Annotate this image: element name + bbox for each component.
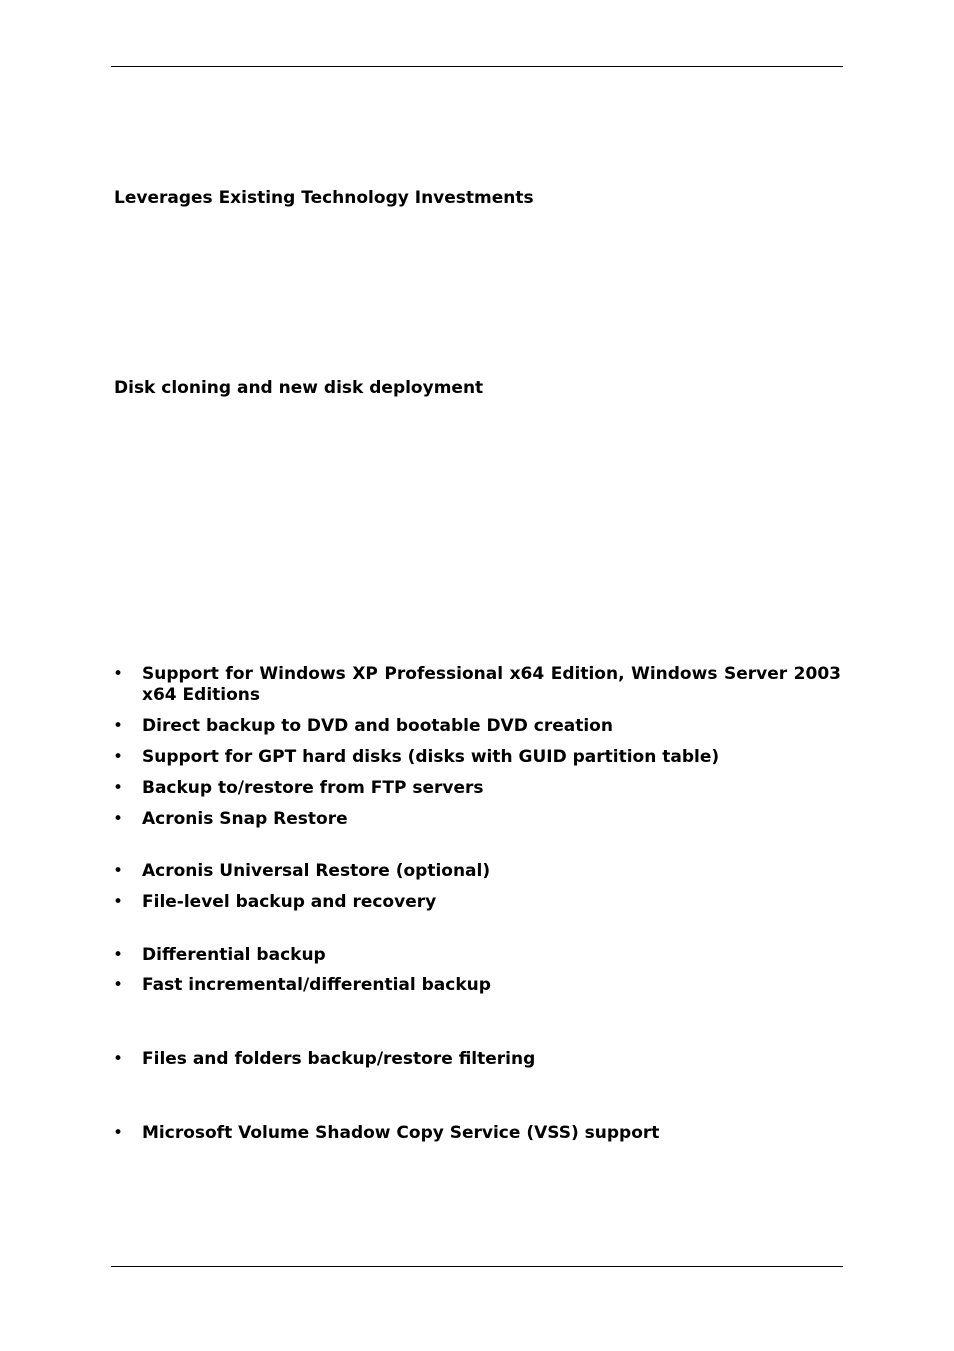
bullet-icon: • [113, 975, 124, 995]
list-item [113, 975, 841, 996]
bullet-icon: • [113, 716, 124, 736]
bullet-icon: • [113, 664, 124, 684]
bullet-icon: • [113, 747, 124, 767]
section-heading-leverages: Leverages Existing Technology Investments [114, 188, 534, 208]
list-item [113, 664, 841, 706]
list-item-text: Acronis Universal Restore (optional) [142, 861, 491, 881]
list-item-text: File-level backup and recovery [142, 892, 437, 912]
list-item [113, 945, 841, 966]
list-item-text: Fast incremental/differential backup [142, 975, 491, 995]
list-item-text: Support for Windows XP Professional x64 Edition, Windows Server 2003 x64 Editions [142, 664, 841, 705]
list-item [113, 892, 841, 913]
list-item [113, 778, 841, 799]
bullet-icon: • [113, 778, 124, 798]
bullet-icon: • [113, 861, 124, 881]
list-item-text: Support for GPT hard disks (disks with GUID partition table) [142, 747, 720, 767]
list-item-text: Direct backup to DVD and bootable DVD creation [142, 716, 613, 736]
footer-rule [111, 1266, 843, 1267]
list-item-text: Acronis Snap Restore [142, 809, 348, 829]
list-item-text: Files and folders backup/restore filtering [142, 1049, 536, 1069]
list-item-text: Microsoft Volume Shadow Copy Service (VSS) support [142, 1123, 660, 1143]
bullet-icon: • [113, 1123, 124, 1143]
list-item-text: Differential backup [142, 945, 326, 965]
header-rule [111, 66, 843, 67]
bullet-icon: • [113, 1049, 124, 1069]
bullet-icon: • [113, 892, 124, 912]
list-item [113, 716, 841, 737]
bullet-icon: • [113, 809, 124, 829]
section-heading-disk-cloning: Disk cloning and new disk deployment [114, 378, 484, 398]
list-item [113, 809, 841, 830]
list-item [113, 747, 841, 768]
list-item-text: Backup to/restore from FTP servers [142, 778, 484, 798]
list-item [113, 1049, 841, 1070]
bullet-icon: • [113, 945, 124, 965]
list-item [113, 1123, 841, 1144]
list-item [113, 861, 841, 882]
